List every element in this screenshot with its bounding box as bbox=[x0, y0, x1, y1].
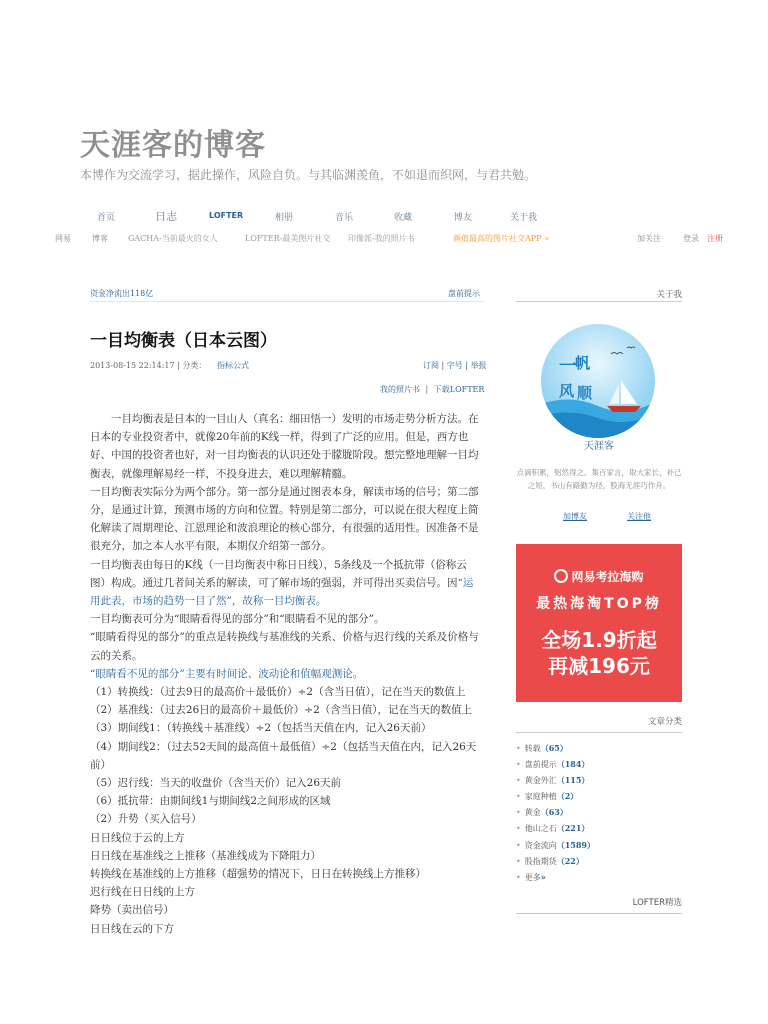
categories-heading bbox=[516, 715, 682, 733]
list-item[interactable] bbox=[516, 789, 682, 805]
kaola-ad-banner[interactable] bbox=[516, 544, 682, 702]
blog-title[interactable]: 天涯客的博客 bbox=[80, 128, 266, 163]
blog-header bbox=[80, 128, 536, 183]
bullet-icon: • bbox=[516, 872, 521, 882]
list-item: 迟行线在日日线的上方 bbox=[90, 886, 195, 899]
photo-links-separator: | bbox=[425, 385, 429, 394]
highlight-text: “运用此表，市场的趋势一目了然”，故称一目均衡表。 bbox=[90, 576, 474, 608]
category-name[interactable]: 黄金 bbox=[524, 808, 541, 818]
category-count: （2） bbox=[556, 791, 579, 802]
blog-description: 本博作为交流学习，据此操作，风险自负。与其临渊羡鱼，不如退而织网，与君共勉。 bbox=[80, 168, 537, 182]
avatar-image bbox=[541, 324, 655, 438]
nav-music[interactable]: 音乐 bbox=[335, 213, 354, 223]
prev-post-link[interactable]: 资金净流出118亿 bbox=[90, 289, 154, 298]
follow-link[interactable]: 关注他 bbox=[627, 512, 651, 521]
next-post-link[interactable]: 盘前提示 bbox=[448, 289, 480, 298]
ad-line-1: 最热海淘TOP榜 bbox=[536, 596, 662, 612]
paragraph: 一目均衡表实际分为两个部分。第一部分是通过图表本身，解读市场的信号；第二部分，是通过计算，预测市场的方向和位置。特别是第二部分，可以说在很大程度上简化解读了周期理论、江恩理论和波浪理论的核心部分，有很强的适用性。因准备不是很充分，加之本人水平有限，本期仅介绍第一部分。 bbox=[90, 485, 479, 553]
bullet-icon: • bbox=[516, 776, 521, 786]
lofter-picks-heading-text: LOFTER精选 bbox=[632, 898, 682, 908]
main-nav bbox=[80, 210, 600, 226]
list-item[interactable] bbox=[516, 741, 682, 757]
category-name[interactable]: 股指期货 bbox=[524, 856, 557, 866]
category-count: （65） bbox=[540, 743, 568, 753]
svg-text:风: 风 bbox=[559, 382, 575, 400]
bullet-icon: • bbox=[516, 824, 521, 834]
post-category[interactable]: 指标公式 bbox=[216, 361, 249, 370]
category-count: （22） bbox=[556, 855, 584, 866]
paragraph bbox=[90, 556, 482, 611]
lofter-picks-heading bbox=[516, 896, 682, 914]
nav-album[interactable]: 相册 bbox=[275, 213, 294, 223]
bullet-icon: • bbox=[516, 808, 521, 818]
kaola-logo-icon bbox=[554, 569, 568, 583]
paragraph: 一目均衡表是日本的一目山人（真名：细田悟一）发明的市场走势分析方法。在日本的专业投资者中，就像20年前的K线一样，得到了广泛的应用。但是，西方也好、中国的投资者也好，对一目均衡表的认识还处于朦胧阶段。想完整地理解一目均衡表，就像理解易经一样，不投身进去，难以理解精髓。 bbox=[90, 413, 479, 480]
bullet-icon: • bbox=[516, 840, 521, 850]
svg-text:顺: 顺 bbox=[577, 384, 593, 402]
category-list bbox=[516, 741, 682, 886]
category-name[interactable]: 家庭种植 bbox=[524, 792, 557, 802]
category-name[interactable]: 更多 bbox=[524, 872, 541, 882]
list-item: （2）基准线：（过去26日的最高价＋最低价）÷2（含当日值），记在当天的数值上 bbox=[90, 704, 473, 717]
subnav-blog[interactable]: 博客 bbox=[92, 234, 108, 243]
nav-lofter[interactable]: LOFTER bbox=[209, 211, 244, 220]
list-item[interactable] bbox=[516, 773, 682, 789]
nav-about[interactable]: 关于我 bbox=[510, 213, 538, 223]
main-column bbox=[90, 284, 484, 302]
nav-friends[interactable]: 博友 bbox=[454, 213, 473, 223]
svg-text:一: 一 bbox=[559, 356, 577, 377]
ad-line-2: 全场1.9折起 bbox=[541, 628, 657, 652]
netease-subnav bbox=[0, 233, 768, 247]
subnav-login[interactable]: 登录 bbox=[683, 234, 699, 243]
svg-text:帆: 帆 bbox=[575, 354, 591, 372]
list-item: 日日线位于云的上方 bbox=[90, 831, 185, 844]
post-meta bbox=[90, 360, 249, 371]
category-count: » bbox=[540, 871, 546, 882]
list-item: （2）升势（买入信号） bbox=[90, 813, 202, 826]
author-bio: 点滴积累，躬然得之。集百家言，取大家长，补己之短，书山有路勤为径，股海无涯巧作舟。 bbox=[516, 468, 682, 490]
list-item[interactable] bbox=[516, 838, 682, 854]
list-item: （3）期间线1：（转换线＋基准线）÷2（包括当天值在内，记入26天前） bbox=[90, 722, 432, 735]
sidebar bbox=[516, 284, 682, 302]
list-item: （5）迟行线：当天的收盘价（含当天价）记入26天前 bbox=[90, 777, 342, 790]
author-name[interactable]: 天涯客 bbox=[584, 441, 614, 452]
list-item[interactable] bbox=[516, 854, 682, 870]
avatar[interactable] bbox=[541, 324, 655, 438]
list-item[interactable] bbox=[516, 870, 682, 886]
subnav-gacha[interactable]: GACHA-当前最火的女人 bbox=[128, 234, 218, 243]
list-item: 降势（卖出信号） bbox=[90, 904, 174, 917]
subnav-photo-book[interactable]: 印像派-我的照片书 bbox=[348, 234, 415, 243]
nav-favorites[interactable]: 收藏 bbox=[394, 213, 413, 223]
nav-home[interactable]: 首页 bbox=[97, 213, 116, 223]
post-title: 一目均衡表（日本云图） bbox=[90, 331, 277, 351]
list-item: 转换线在基准线的上方推移（超强势的情况下，日日在转换线上方推移） bbox=[90, 868, 426, 881]
subnav-netease[interactable]: 网易 bbox=[55, 234, 71, 243]
subnav-follow[interactable]: 加关注 bbox=[637, 234, 661, 243]
list-item[interactable] bbox=[516, 805, 682, 821]
paragraph: 一目均衡表可分为“眼睛看得见的部分”和“眼睛看不见的部分”。 bbox=[90, 613, 385, 626]
category-name[interactable]: 黄金外汇 bbox=[524, 776, 557, 786]
download-lofter-link[interactable]: 下载LOFTER bbox=[433, 385, 485, 394]
list-item: （6）抵抗带：由期间线1与期间线2之间形成的区域 bbox=[90, 795, 331, 808]
nav-journal[interactable]: 日志 bbox=[155, 210, 177, 223]
category-name[interactable]: 盘前提示 bbox=[524, 760, 557, 770]
list-item: 日日线在基准线之上推移（基准线成为下降阻力） bbox=[90, 849, 321, 862]
bullet-icon: • bbox=[516, 744, 521, 753]
category-count: （63） bbox=[540, 807, 568, 818]
bullet-icon: • bbox=[516, 856, 521, 866]
categories-heading-text: 文章分类 bbox=[647, 717, 682, 727]
list-item[interactable] bbox=[516, 757, 682, 773]
category-count: （184） bbox=[556, 759, 590, 770]
list-item[interactable] bbox=[516, 821, 682, 837]
list-item: （4）期间线2：（过去52天间的最高值＋最低值）÷2（包括当天值在内，记入26天前） bbox=[90, 740, 477, 771]
subnav-promo[interactable]: 颜值最高的图片社交APP » bbox=[453, 234, 549, 243]
paragraph: “眼睛看得见的部分”的重点是转换线与基准线的关系、价格与迟行线的关系及价格与云的关系。 bbox=[90, 631, 479, 662]
photo-book-link[interactable]: 我的照片书 bbox=[380, 385, 420, 394]
post-content bbox=[90, 410, 482, 938]
bullet-icon: • bbox=[516, 792, 521, 802]
category-count: （115） bbox=[556, 775, 590, 786]
post-category-label: | 分类： bbox=[177, 361, 207, 370]
category-count: （221） bbox=[556, 823, 590, 834]
ad-brand bbox=[516, 568, 682, 585]
subnav-lofter[interactable]: LOFTER-最美图片社交 bbox=[245, 234, 331, 243]
ad-line-3: 再减196元 bbox=[548, 654, 650, 678]
category-count: （1589） bbox=[556, 839, 595, 850]
photo-links bbox=[380, 384, 484, 395]
category-name[interactable]: 资金流向 bbox=[524, 840, 557, 850]
list-item: （1）转换线：（过去9日的最高价＋最低价）÷2（含当日值），记在当天的数值上 bbox=[90, 686, 466, 699]
post-actions[interactable]: 订阅 | 字号 | 举报 bbox=[423, 361, 487, 370]
post-date: 2013-08-15 22:14:17 bbox=[90, 361, 175, 370]
paragraph: “眼睛看不见的部分”主要有时间论、波动论和值幅观测论。 bbox=[90, 667, 364, 680]
add-friend-link[interactable]: 加博友 bbox=[563, 512, 587, 521]
ad-brand-text: 网易考拉海购 bbox=[571, 570, 644, 584]
bullet-icon: • bbox=[516, 760, 521, 770]
category-name[interactable]: 他山之石 bbox=[524, 824, 557, 834]
paragraph-text: 一目均衡表由每日的K线（一目均衡表中称日日线），5条线及一个抵抗带（俗称云图）构成。通过几者间关系的解读，可了解市场的强弱，并可得出买卖信号。因 bbox=[90, 558, 467, 589]
list-item: 日日线在云的下方 bbox=[90, 922, 174, 935]
category-name[interactable]: 转载 bbox=[524, 744, 541, 753]
topbar bbox=[90, 284, 484, 302]
subnav-register[interactable]: 注册 bbox=[707, 234, 723, 243]
about-me-heading: 关于我 bbox=[516, 284, 682, 302]
